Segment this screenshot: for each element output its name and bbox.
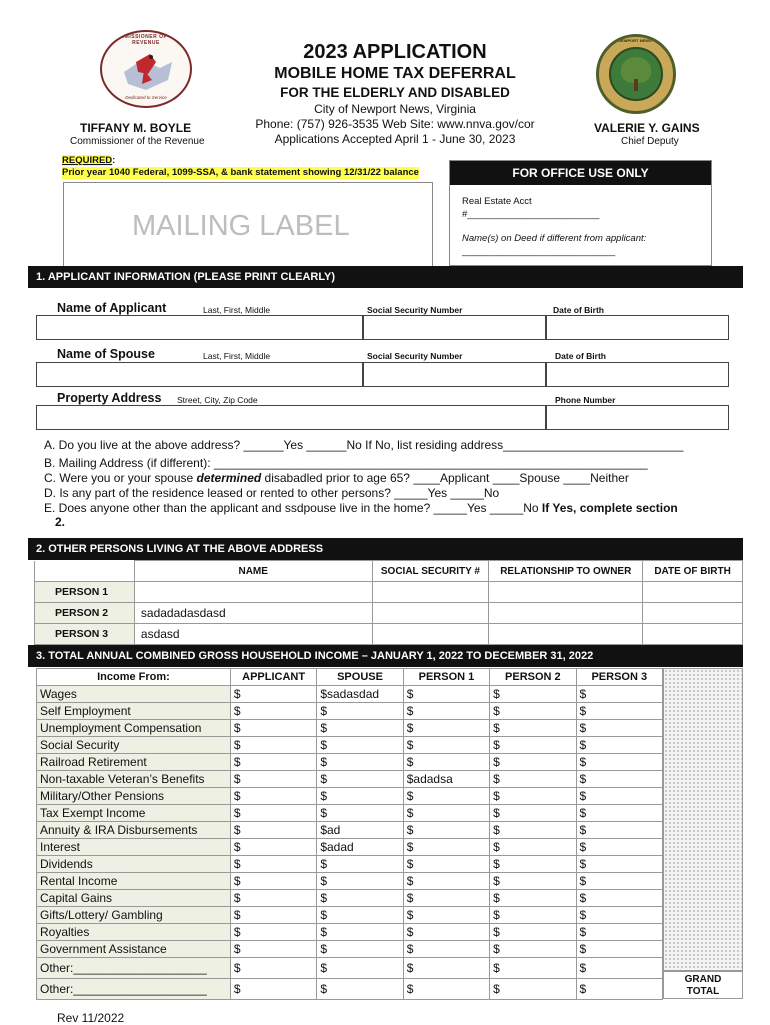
names-on-deed-field[interactable]: _____________________________ [462, 246, 616, 257]
person3-amount-cell[interactable]: $ [576, 788, 662, 805]
phone-number-input[interactable] [546, 405, 729, 430]
spouse-amount-cell[interactable]: $ [317, 771, 403, 788]
person1-amount-cell[interactable]: $ [403, 754, 489, 771]
applicant-amount-cell[interactable]: $ [230, 771, 316, 788]
person3-amount-cell[interactable]: $ [576, 822, 662, 839]
income-source-label: Interest [37, 839, 231, 856]
mailing-label-box [63, 182, 433, 267]
person2-amount-cell[interactable]: $ [490, 890, 576, 907]
person1-amount-cell[interactable]: $ [403, 979, 489, 1000]
spouse-ssn-label: Social Security Number [367, 351, 463, 361]
commissioner-name: TIFFANY M. BOYLE [80, 121, 192, 135]
spouse-amount-cell[interactable]: $ [317, 720, 403, 737]
spouse-dob-label: Date of Birth [555, 351, 606, 361]
person3-amount-cell[interactable]: $ [576, 958, 662, 979]
header-block [200, 40, 590, 147]
person1-amount-cell[interactable]: $ [403, 958, 489, 979]
applicant-dob-input[interactable] [546, 315, 729, 340]
spouse-ssn-input[interactable] [363, 362, 546, 387]
applicant-name-input[interactable] [36, 315, 363, 340]
person1-amount-cell[interactable]: $ [403, 873, 489, 890]
person-name-cell[interactable]: asdasd [134, 624, 372, 645]
person1-amount-cell[interactable]: $ [403, 737, 489, 754]
person2-amount-cell[interactable]: $ [490, 907, 576, 924]
income-source-label: Social Security [37, 737, 231, 754]
person3-amount-cell[interactable]: $ [576, 856, 662, 873]
person1-amount-cell[interactable]: $adadsa [403, 771, 489, 788]
section2-header: 2. OTHER PERSONS LIVING AT THE ABOVE ADDRESS [28, 538, 743, 560]
person2-amount-cell[interactable]: $ [490, 873, 576, 890]
table-row [37, 788, 663, 805]
table-row [37, 958, 663, 979]
spouse-amount-cell[interactable]: $ [317, 856, 403, 873]
table-row [37, 856, 663, 873]
section1-header: 1. APPLICANT INFORMATION (PLEASE PRINT CLEARLY) [28, 266, 743, 288]
row-label: PERSON 1 [35, 582, 135, 603]
table-row [37, 754, 663, 771]
person3-amount-cell[interactable]: $ [576, 703, 662, 720]
required-label: REQUIRED [62, 155, 113, 166]
income-source-label: Non-taxable Veteran’s Benefits [37, 771, 231, 788]
table-row [37, 805, 663, 822]
question-e[interactable] [44, 501, 678, 515]
seal-text: COMMISSIONER OF THE REVENUE [111, 34, 181, 46]
applicant-dob-label: Date of Birth [553, 305, 604, 315]
col-spouse: SPOUSE [317, 669, 403, 686]
income-source-label: Wages [37, 686, 231, 703]
table-row [37, 907, 663, 924]
income-source-label: Royalties [37, 924, 231, 941]
col-person3: PERSON 3 [576, 669, 662, 686]
person2-amount-cell[interactable]: $ [490, 720, 576, 737]
table-header-row [35, 561, 743, 582]
income-source-label: Self Employment [37, 703, 231, 720]
spouse-amount-cell[interactable]: $adad [317, 839, 403, 856]
income-source-label: Government Assistance [37, 941, 231, 958]
applicant-name-label: Name of Applicant [57, 301, 167, 315]
table-header-row [37, 669, 663, 686]
applicant-ssn-label: Social Security Number [367, 305, 463, 315]
spouse-amount-cell[interactable]: $ [317, 907, 403, 924]
applications-dates: Applications Accepted April 1 - June 30, 2023 [274, 132, 516, 146]
person2-amount-cell[interactable]: $ [490, 856, 576, 873]
applicant-amount-cell[interactable]: $ [230, 754, 316, 771]
person1-amount-cell[interactable]: $ [403, 822, 489, 839]
spouse-amount-cell[interactable]: $ [317, 941, 403, 958]
other-persons-table [34, 560, 743, 645]
person1-amount-cell[interactable]: $ [403, 856, 489, 873]
spouse-amount-cell[interactable]: $ [317, 737, 403, 754]
person1-amount-cell[interactable]: $ [403, 907, 489, 924]
col-person1: PERSON 1 [403, 669, 489, 686]
person-ssn-cell[interactable] [372, 582, 489, 603]
applicant-amount-cell[interactable]: $ [230, 737, 316, 754]
real-estate-acct-field[interactable]: #_________________________ [462, 209, 600, 220]
person2-amount-cell[interactable]: $ [490, 941, 576, 958]
spouse-amount-cell[interactable]: $ [317, 958, 403, 979]
applicant-amount-cell[interactable]: $ [230, 788, 316, 805]
income-table-body [37, 686, 663, 1000]
applicant-name-hint: Last, First, Middle [203, 305, 271, 315]
person1-amount-cell[interactable]: $ [403, 941, 489, 958]
applicant-amount-cell[interactable]: $ [230, 979, 316, 1000]
person2-amount-cell[interactable]: $ [490, 979, 576, 1000]
person1-amount-cell[interactable]: $ [403, 720, 489, 737]
phone-website: Phone: (757) 926-3535 Web Site: www.nnva.gov/cor [255, 117, 535, 131]
spouse-amount-cell[interactable]: $sadasdad [317, 686, 403, 703]
income-source-label: Rental Income [37, 873, 231, 890]
income-source-label: Other:____________________ [37, 958, 231, 979]
spouse-amount-cell[interactable]: $ [317, 873, 403, 890]
corner-cell [35, 561, 135, 582]
person-dob-cell[interactable] [643, 603, 743, 624]
seal-text: CITY OF NEWPORT NEWS VIRGINIA [601, 38, 671, 43]
applicant-amount-cell[interactable]: $ [230, 805, 316, 822]
applicant-amount-cell[interactable]: $ [230, 822, 316, 839]
applicant-amount-cell[interactable]: $ [230, 686, 316, 703]
spouse-name-input[interactable] [36, 362, 363, 387]
col-relationship: RELATIONSHIP TO OWNER [489, 561, 643, 582]
table-row [35, 624, 743, 645]
table-row [37, 737, 663, 754]
city-text: City of Newport News, Virginia [314, 102, 476, 116]
city-seal-logo [596, 34, 676, 114]
income-source-label: Railroad Retirement [37, 754, 231, 771]
spouse-dob-input[interactable] [546, 362, 729, 387]
property-address-hint: Street, City, Zip Code [177, 395, 258, 405]
person2-amount-cell[interactable]: $ [490, 703, 576, 720]
person-dob-cell[interactable] [643, 582, 743, 603]
income-source-label: Dividends [37, 856, 231, 873]
col-income-from: Income From: [37, 669, 231, 686]
col-ssn: SOCIAL SECURITY # [372, 561, 489, 582]
person2-amount-cell[interactable]: $ [490, 958, 576, 979]
applicant-amount-cell[interactable]: $ [230, 703, 316, 720]
office-use-title: FOR OFFICE USE ONLY [450, 161, 711, 185]
person2-amount-cell[interactable]: $ [490, 924, 576, 941]
spouse-amount-cell[interactable]: $ [317, 924, 403, 941]
question-e-cont: 2. [55, 515, 66, 529]
person3-amount-cell[interactable]: $ [576, 890, 662, 907]
person-relationship-cell[interactable] [489, 582, 643, 603]
spouse-amount-cell[interactable]: $ad [317, 822, 403, 839]
question-c-emphasis: determined [196, 471, 262, 485]
seal-motto: Dedicated to Service [125, 95, 167, 100]
spouse-amount-cell[interactable]: $ [317, 703, 403, 720]
form-title: 2023 APPLICATION [303, 41, 487, 63]
spouse-amount-cell[interactable]: $ [317, 979, 403, 1000]
spouse-amount-cell[interactable]: $ [317, 890, 403, 907]
person1-amount-cell[interactable]: $ [403, 924, 489, 941]
income-source-label: Annuity & IRA Disbursements [37, 822, 231, 839]
grand-total-label [663, 971, 743, 999]
table-row [35, 603, 743, 624]
person3-amount-cell[interactable]: $ [576, 873, 662, 890]
spouse-amount-cell[interactable]: $ [317, 805, 403, 822]
person3-amount-cell[interactable]: $ [576, 924, 662, 941]
income-source-label: Other:____________________ [37, 979, 231, 1000]
person1-amount-cell[interactable]: $ [403, 890, 489, 907]
person2-amount-cell[interactable]: $ [490, 839, 576, 856]
table-row [37, 890, 663, 907]
table-row [37, 873, 663, 890]
question-c-options[interactable]: disabadled prior to age 65? ____Applicant ____Spouse ____Neither [261, 471, 629, 485]
form-subtitle-2: FOR THE ELDERLY AND DISABLED [280, 85, 510, 100]
commissioner-title: Commissioner of the Revenue [70, 136, 205, 147]
question-c-label: C. Were you or your spouse [44, 471, 197, 485]
applicant-amount-cell[interactable]: $ [230, 720, 316, 737]
names-on-deed-label: Name(s) on Deed if different from applicant: [462, 233, 647, 244]
col-name: NAME [134, 561, 372, 582]
mailing-label-text: MAILING LABEL [132, 210, 350, 242]
income-source-label: Gifts/Lottery/ Gambling [37, 907, 231, 924]
person1-amount-cell[interactable]: $ [403, 703, 489, 720]
person2-amount-cell[interactable]: $ [490, 822, 576, 839]
table-row [37, 924, 663, 941]
person3-amount-cell[interactable]: $ [576, 839, 662, 856]
person3-amount-cell[interactable]: $ [576, 941, 662, 958]
person-relationship-cell[interactable] [489, 624, 643, 645]
person2-amount-cell[interactable]: $ [490, 771, 576, 788]
real-estate-acct-label: Real Estate Acct [462, 196, 532, 207]
table-row [37, 822, 663, 839]
income-source-label: Capital Gains [37, 890, 231, 907]
applicant-ssn-input[interactable] [363, 315, 546, 340]
required-text: Prior year 1040 Federal, 1099-SSA, & bank statement showing 12/31/22 balance [62, 167, 419, 178]
form-subtitle: MOBILE HOME TAX DEFERRAL [274, 65, 516, 82]
person1-amount-cell[interactable]: $ [403, 839, 489, 856]
income-source-label: Unemployment Compensation [37, 720, 231, 737]
mailing-address-line[interactable]: : _________________________________________________________________ [207, 456, 648, 470]
person3-amount-cell[interactable]: $ [576, 737, 662, 754]
required-note: REQUIRED: Prior year 1040 Federal, 1099-SSA, & bank statement showing 12/31/22 balance [62, 155, 419, 178]
person1-amount-cell[interactable]: $ [403, 805, 489, 822]
applicant-amount-cell[interactable]: $ [230, 924, 316, 941]
person3-amount-cell[interactable]: $ [576, 754, 662, 771]
table-row [37, 839, 663, 856]
question-b-label: B. Mailing Address (if different) [44, 456, 208, 470]
deputy-title: Chief Deputy [621, 136, 679, 147]
person3-amount-cell[interactable]: $ [576, 720, 662, 737]
person1-amount-cell[interactable]: $ [403, 686, 489, 703]
person-ssn-cell[interactable] [372, 624, 489, 645]
property-address-label: Property Address [57, 391, 162, 405]
applicant-amount-cell[interactable]: $ [230, 907, 316, 924]
person-relationship-cell[interactable] [489, 603, 643, 624]
person2-amount-cell[interactable]: $ [490, 805, 576, 822]
question-e-label: E. Does anyone other than the applicant and ssdpouse live in the home? _____Yes _____No [44, 501, 542, 515]
col-applicant: APPLICANT [230, 669, 316, 686]
office-use-box [449, 160, 712, 266]
applicant-amount-cell[interactable]: $ [230, 941, 316, 958]
person-name-cell[interactable]: sadadadasdasd [134, 603, 372, 624]
table-row [35, 582, 743, 603]
grand-total-column [663, 668, 743, 971]
row-label: PERSON 2 [35, 603, 135, 624]
person-name-cell[interactable] [134, 582, 372, 603]
property-address-input[interactable] [36, 405, 546, 430]
person1-amount-cell[interactable]: $ [403, 788, 489, 805]
person2-amount-cell[interactable]: $ [490, 754, 576, 771]
income-source-label: Tax Exempt Income [37, 805, 231, 822]
question-e-instruction: If Yes, complete section [541, 501, 678, 515]
revision-date: Rev 11/2022 [57, 1011, 125, 1025]
col-person2: PERSON 2 [490, 669, 576, 686]
person-dob-cell[interactable] [643, 624, 743, 645]
section3-header: 3. TOTAL ANNUAL COMBINED GROSS HOUSEHOLD INCOME – JANUARY 1, 2022 TO DECEMBER 31, 2022 [28, 645, 743, 667]
person2-amount-cell[interactable]: $ [490, 788, 576, 805]
table-row [37, 771, 663, 788]
table-row [37, 703, 663, 720]
applicant-amount-cell[interactable]: $ [230, 873, 316, 890]
table-row [37, 941, 663, 958]
spouse-name-label: Name of Spouse [57, 347, 155, 361]
row-label: PERSON 3 [35, 624, 135, 645]
income-source-label: Military/Other Pensions [37, 788, 231, 805]
question-c[interactable] [44, 471, 629, 485]
person-ssn-cell[interactable] [372, 603, 489, 624]
person3-amount-cell[interactable]: $ [576, 771, 662, 788]
applicant-amount-cell[interactable]: $ [230, 856, 316, 873]
applicant-amount-cell[interactable]: $ [230, 839, 316, 856]
grand-total-text: GRAND [684, 974, 722, 985]
applicant-amount-cell[interactable]: $ [230, 890, 316, 907]
person2-amount-cell[interactable]: $ [490, 737, 576, 754]
question-b[interactable] [44, 456, 648, 470]
table-row [37, 686, 663, 703]
spouse-amount-cell[interactable]: $ [317, 754, 403, 771]
phone-number-label: Phone Number [555, 395, 616, 405]
table-row [37, 979, 663, 1000]
spouse-name-hint: Last, First, Middle [203, 351, 271, 361]
person3-amount-cell[interactable]: $ [576, 979, 662, 1000]
person3-amount-cell[interactable]: $ [576, 805, 662, 822]
table-row [37, 720, 663, 737]
question-d[interactable]: D. Is any part of the residence leased or rented to other persons? _____Yes _____No [44, 486, 500, 500]
person2-amount-cell[interactable]: $ [490, 686, 576, 703]
grand-total-text-2: TOTAL [686, 986, 720, 997]
question-a[interactable]: A. Do you live at the above address? ______Yes ______No If No, list residing address___________________________ [44, 438, 684, 452]
commissioner-seal-logo [100, 30, 192, 108]
applicant-amount-cell[interactable]: $ [230, 958, 316, 979]
col-dob: DATE OF BIRTH [643, 561, 743, 582]
person3-amount-cell[interactable]: $ [576, 907, 662, 924]
income-table [36, 668, 663, 1000]
deputy-name: VALERIE Y. GAINS [594, 121, 700, 135]
person3-amount-cell[interactable]: $ [576, 686, 662, 703]
spouse-amount-cell[interactable]: $ [317, 788, 403, 805]
